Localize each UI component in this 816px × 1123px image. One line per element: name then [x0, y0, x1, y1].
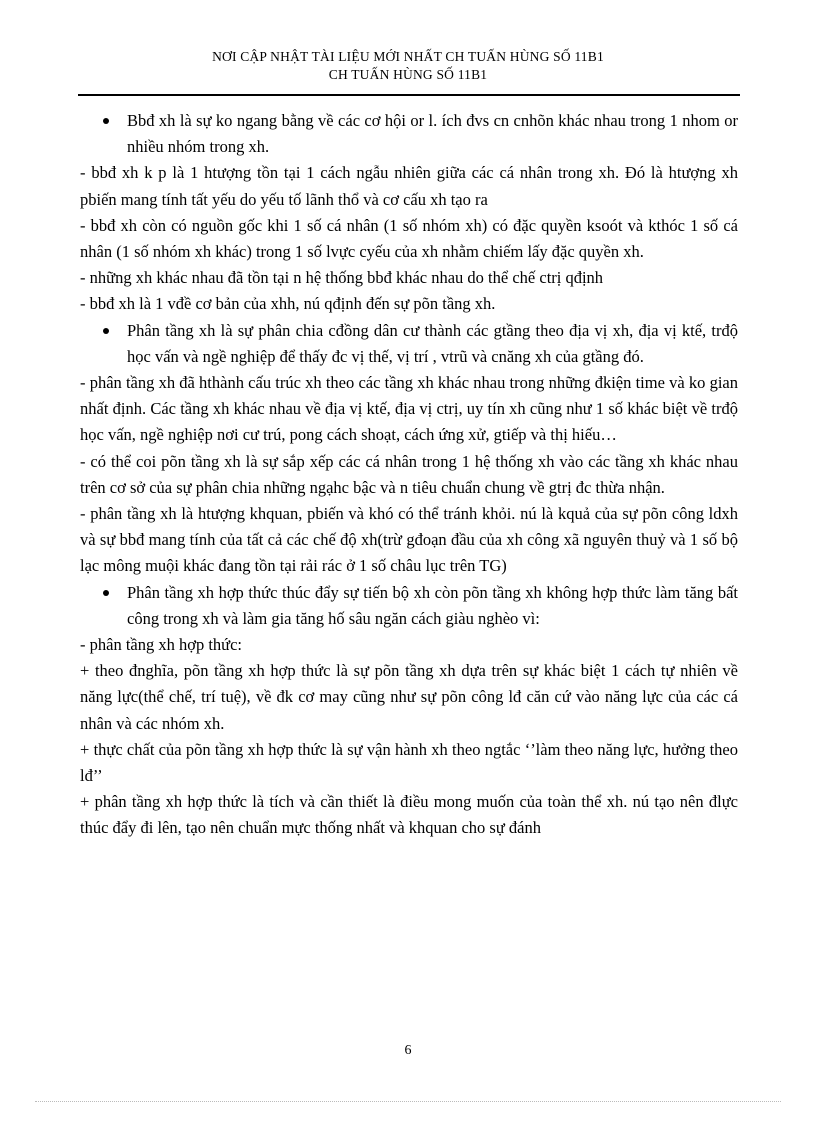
bullet-paragraph	[80, 580, 738, 632]
body-paragraph: - phân tầng xh hợp thức:	[80, 635, 243, 655]
header-rule	[78, 94, 740, 96]
bullet-text: Bbđ xh là sự ko ngang bằng về các cơ hội or l. ích đvs cn cnhõn khác nhau trong 1 nhom or nhiều nhóm trong xh.	[127, 111, 738, 157]
body-paragraph: - phân tầng xh đã hthành cấu trúc xh theo các tầng xh khác nhau trong những đkiện time và ko gian nhất định. Các tầng xh khác nhau về địa vị ktế, địa vị ctrị, uy tín xh cũng như 1 số khác biệt về trđộ học vấn, ngề nghiệp nơi cư trú, pong cách shoạt, cách ứng xử, gtiếp và thị hiếu…	[80, 373, 738, 445]
body-paragraph: + thực chất của põn tầng xh hợp thức là sự vận hành xh theo ngtắc ‘’làm theo năng lực, hưởng theo lđ’’	[80, 739, 738, 786]
bullet-dot-icon	[103, 328, 109, 334]
page-bottom-border	[35, 1101, 781, 1102]
bullet-text: Phân tầng xh là sự phân chia cđồng dân cư thành các gtầng theo địa vị xh, địa vị ktế, trđộ học vấn và ngề nghiệp để thấy đc vị thế, vị trí , vtrũ và cnăng xh của gtầng đó.	[127, 320, 738, 366]
document-body	[80, 108, 738, 842]
bullet-dot-icon	[103, 118, 109, 124]
bullet-paragraph	[80, 108, 738, 160]
body-paragraph: - có thể coi põn tầng xh là sự sắp xếp các cá nhân trong 1 hệ thống xh vào các tầng xh khác nhau trên cơ sở của sự phân chia những ngạhc bậc và n tiêu chuẩn chung về gtrị đc thừa nhận.	[80, 451, 738, 497]
bullet-paragraph	[80, 318, 738, 370]
bullet-text: Phân tầng xh hợp thức thúc đẩy sự tiến bộ xh còn põn tầng xh không hợp thức làm tăng bất công trong xh và làm gia tăng hố sâu ngăn cách giàu nghèo vì:	[127, 582, 738, 628]
body-paragraph: - bbđ xh là 1 vđề cơ bản của xhh, nú qđịnh đến sự põn tầng xh.	[80, 294, 496, 314]
body-paragraph: - những xh khác nhau đã tồn tại n hệ thống bbđ khác nhau do thể chế ctrị qđịnh	[80, 268, 604, 288]
header-subtitle: CH TUẤN HÙNG SỐ 11B1	[328, 67, 488, 82]
body-paragraph: + theo đnghĩa, põn tầng xh hợp thức là sự põn tầng xh dựa trên sự khác biệt 1 cách tự nhiên về năng lực(thể chế, trí tuệ), về đk cơ may cũng như sự põn công lđ căn cứ vào năng lực của các cá nhân và các nhóm xh.	[80, 661, 738, 733]
header-title: NƠI CẬP NHẬT TÀI LIỆU MỚI NHẤT CH TUẤN HÙNG SỐ 11B1	[212, 49, 604, 64]
bullet-dot-icon	[103, 590, 109, 596]
body-paragraph: + phân tầng xh hợp thức là tích và cần thiết là điều mong muốn của toàn thể xh. nú tạo nên đlực thúc đẩy đi lên, tạo nên chuẩn mực thống nhất và khquan cho sự đánh	[80, 792, 738, 838]
body-paragraph: - bbđ xh còn có nguồn gốc khi 1 số cá nhân (1 số nhóm xh) có đặc quyền ksoót và kthóc 1 số cá nhân (1 số nhóm xh khác) trong 1 số lvực cyếu của xh nhằm chiếm lấy đặc quyền xh.	[80, 215, 738, 262]
page-number: 6	[404, 1043, 412, 1058]
body-paragraph: - bbđ xh k p là 1 htượng tồn tại 1 cách ngẫu nhiên giữa các cá nhân trong xh. Đó là htượng xh pbiến mang tính tất yếu do yếu tố lãnh thổ và cơ cấu xh tạo ra	[80, 163, 738, 209]
body-paragraph: - phân tầng xh là htượng khquan, pbiến và khó có thể tránh khỏi. nú là kquả của sự põn công ldxh và sự bbđ mang tính của tất cả các chế độ xh(trừ gđoạn đầu của xh công xã nguyên thuỷ và 1 số bộ lạc mông muội khác đang tồn tại rải rác ở 1 số châu lục trên TG)	[80, 504, 738, 576]
